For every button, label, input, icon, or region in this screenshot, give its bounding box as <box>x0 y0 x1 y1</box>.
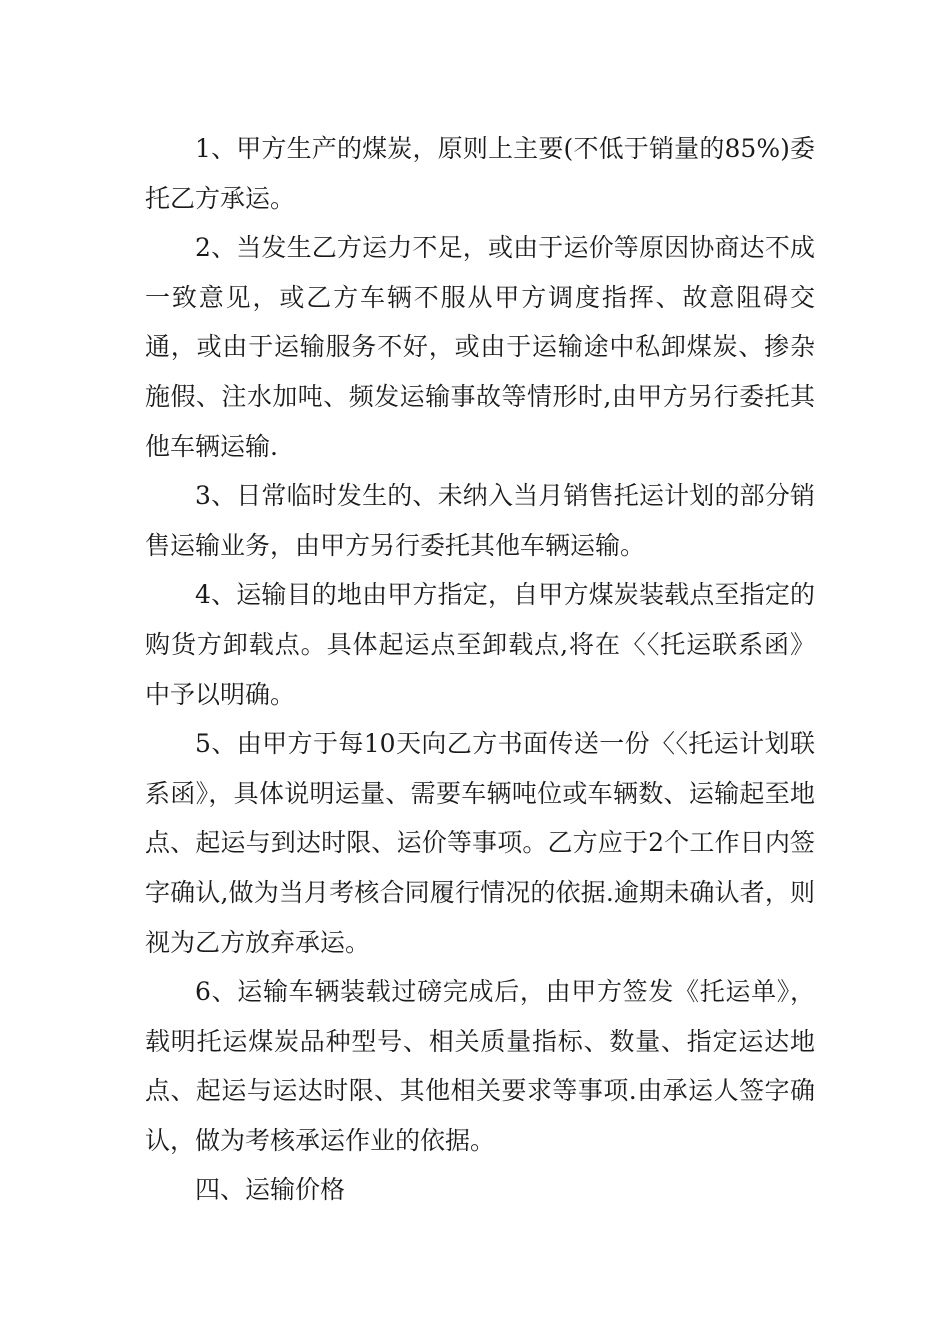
clause-2-paragraph: 2、当发生乙方运力不足，或由于运价等原因协商达不成一致意见，或乙方车辆不服从甲方调度指挥、故意阻碍交通，或由于运输服务不好，或由于运输途中私卸煤炭、掺杂施假、注水加吨、频发运输事故等情形时,由甲方另行委托其他车辆运输. <box>145 233 815 461</box>
clause-6-paragraph: 6、运输车辆装载过磅完成后，由甲方签发《托运单》，载明托运煤炭品种型号、相关质量指标、数量、指定运达地点、起运与运达时限、其他相关要求等事项.由承运人签字确认，做为考核承运作业的依据。 <box>145 977 815 1155</box>
clause-4-paragraph: 4、运输目的地由甲方指定，自甲方煤炭装载点至指定的购货方卸载点。具体起运点至卸载点,将在〈〈托运联系函》中予以明确。 <box>145 580 815 709</box>
document-body <box>145 124 815 1215</box>
clause-3-paragraph: 3、日常临时发生的、未纳入当月销售托运计划的部分销售运输业务，由甲方另行委托其他车辆运输。 <box>145 481 815 560</box>
clause-5-paragraph: 5、由甲方于每10天向乙方书面传送一份〈〈托运计划联系函》，具体说明运量、需要车辆吨位或车辆数、运输起至地点、起运与到达时限、运价等事项。乙方应于2个工作日内签字确认,做为当月考核合同履行情况的依据.逾期未确认者，则视为乙方放弃承运。 <box>145 729 815 957</box>
section-heading-transport-price: 四、运输价格 <box>195 1175 346 1205</box>
clause-1-paragraph: 1、甲方生产的煤炭，原则上主要(不低于销量的85%)委托乙方承运。 <box>145 134 815 213</box>
